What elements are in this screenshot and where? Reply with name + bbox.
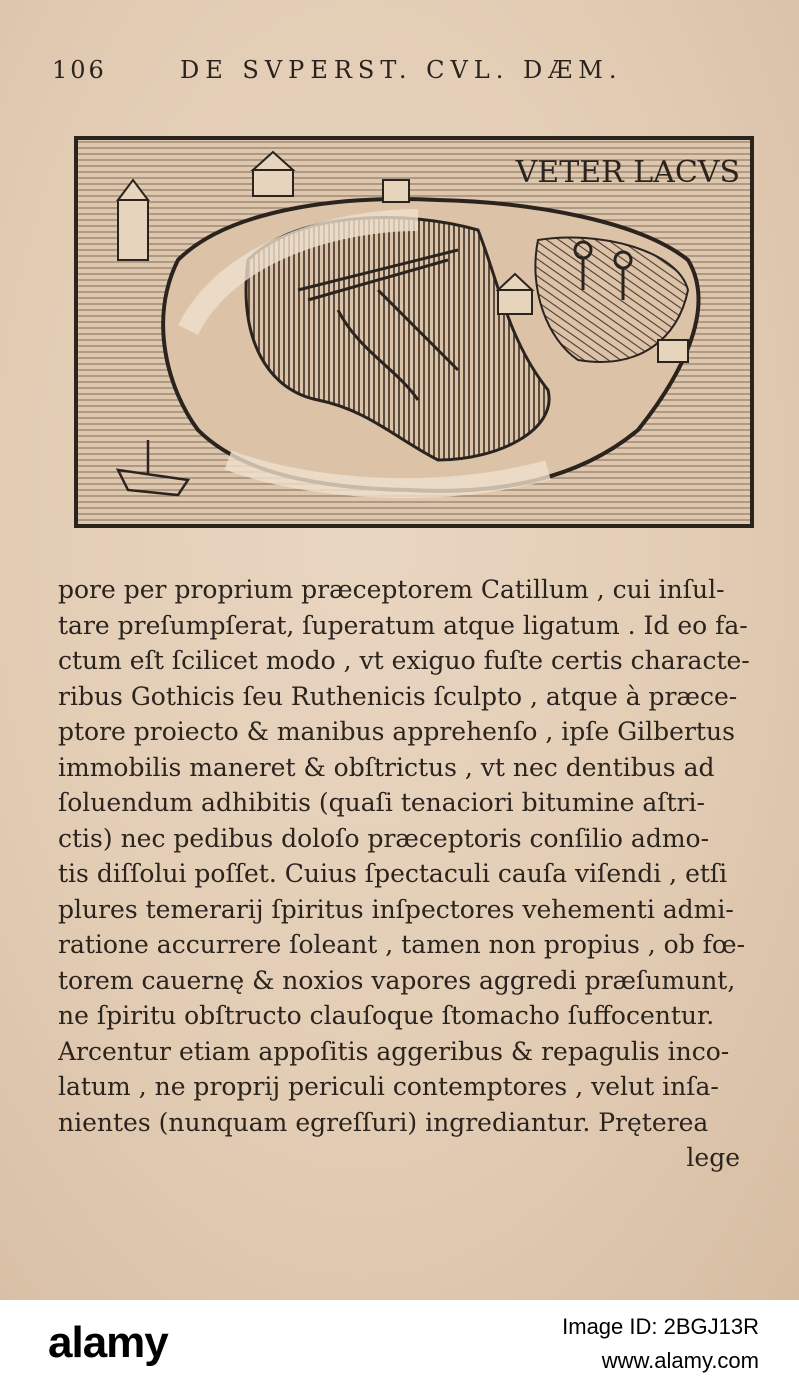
- text-line: tare preſumpſerat, ſuperatum atque ligatum . Id eo fa-: [58, 610, 748, 640]
- text-line: ctum eſt ſcilicet modo , vt exiguo fuſte certis characte-: [58, 646, 750, 675]
- text-line: ratione accurrere ſoleant , tamen non propius , ob fœ-: [58, 930, 746, 959]
- woodcut-picture: [78, 140, 750, 524]
- site-url: www.alamy.com: [601, 1348, 759, 1373]
- text-line: tis diſſolui poſſet. Cuius ſpectaculi cauſa viſendi , etſi: [58, 859, 728, 888]
- text-line: ſoluendum adhibitis (quaſi tenaciori bitumine aſtri-: [58, 788, 705, 817]
- text-line: ribus Gothicis ſeu Ruthenicis ſculpto , atque à præce-: [58, 681, 738, 711]
- running-title: DE SVPERST. CVL. DÆM.: [180, 56, 623, 84]
- page-header: [52, 56, 692, 90]
- text-line: ne ſpiritu obſtructo clauſoque ſtomacho ſuffocentur.: [58, 1001, 715, 1030]
- page-number: 106: [52, 56, 107, 84]
- alamy-logo: alamy: [48, 1318, 168, 1367]
- text-line: immobilis maneret & obſtrictus , vt nec dentibus ad: [58, 752, 715, 782]
- text-line: pore per proprium præceptorem Catillum , cui inſul-: [58, 575, 725, 604]
- text-line: nientes (nunquam egreſſuri) ingrediantur. Pręterea: [58, 1107, 709, 1137]
- text-line: Arcentur etiam appoſitis aggeribus & repagulis inco-: [58, 1036, 730, 1066]
- text-line: latum , ne proprij periculi contemptores , velut inſa-: [58, 1072, 719, 1101]
- catchword: lege: [686, 1143, 740, 1172]
- watermark-footer: [0, 1300, 799, 1390]
- body-text: [58, 572, 770, 1176]
- text-line: ctis) nec pedibus doloſo præceptoris conſilio admo-: [58, 823, 710, 853]
- text-line: ptore proiecto & manibus apprehenſo , ipſe Gilbertus: [58, 717, 735, 746]
- text-line: torem cauernę & noxios vapores aggredi præſumunt,: [58, 965, 736, 995]
- text-line: plures temerarij ſpiritus inſpectores vehementi admi-: [58, 894, 734, 924]
- image-id: Image ID: 2BGJ13R: [562, 1314, 759, 1339]
- woodcut-illustration: [74, 136, 754, 528]
- woodcut-caption: VETER LACVS: [515, 155, 740, 190]
